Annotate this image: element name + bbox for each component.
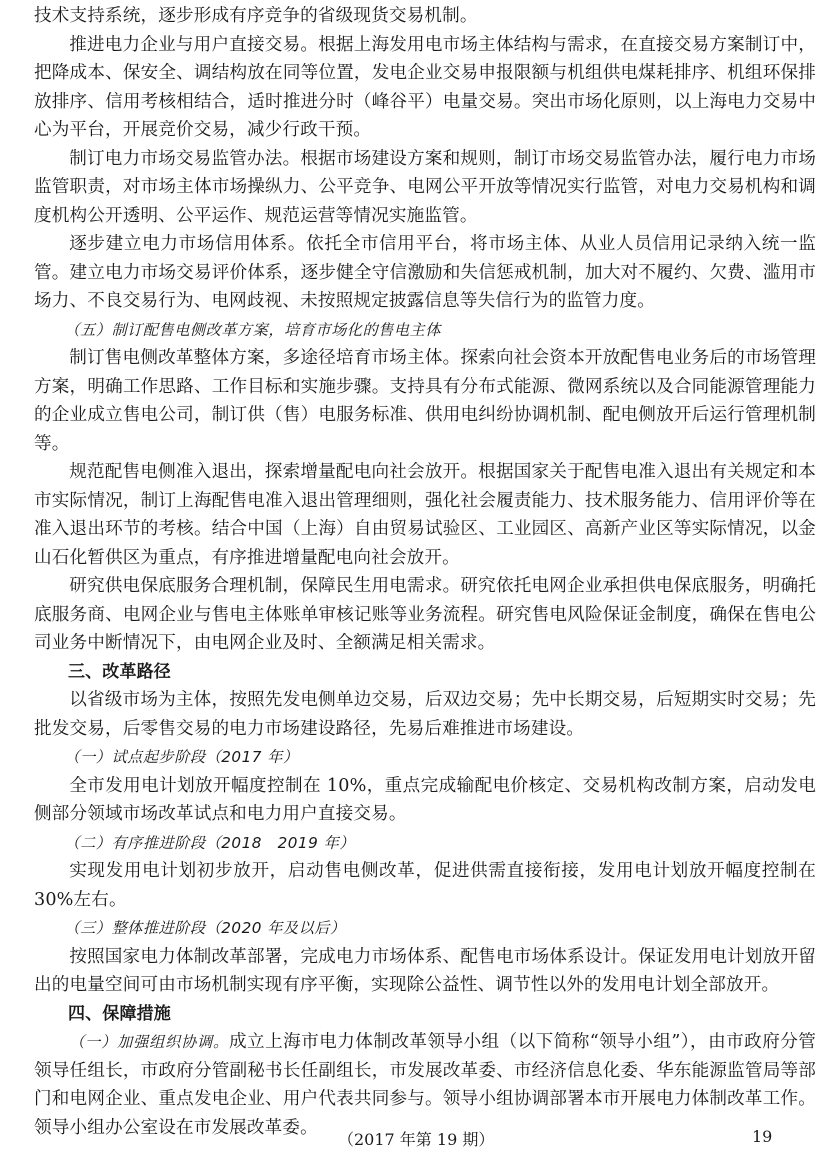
page-footer <box>0 1127 827 1153</box>
page-number: 19 <box>752 1127 773 1146</box>
section-heading-reform-path: 三、改革路径 <box>68 661 171 682</box>
paragraph-organization <box>34 1028 816 1142</box>
paragraph-reform-path: 以省级市场为主体，按照先发电侧单边交易，后双边交易；先中长期交易，后短期实时交易；先批发交易，后零售交易的电力市场建设路径，先易后难推进市场建设。 <box>34 690 816 739</box>
paragraph-organization-body: 成立上海市电力体制改革领导小组（以下简称“领导小组”），由市政府分管领导任组长，市政府分管副秘书长任副组长，市发展改革委、市经济信息化委、华东能源监管局等部门和电网企业、重点发电企业、用户代表共同参与。领导小组协调部署本市开展电力体制改革工作。领导小组办公室设在市发展改革委。 <box>34 1032 817 1138</box>
document-body <box>34 0 816 1142</box>
issue-label: （2017 年第 19 期） <box>338 1130 495 1149</box>
subsection-title-orderly: （二）有序推进阶段（2018 2019 年） <box>64 833 355 852</box>
paragraph-credit-system: 逐步建立电力市场信用体系。依托全市信用平台，将市场主体、从业人员信用记录纳入统一监管。建立电力市场交易评价体系，逐步健全守信激励和失信惩戒机制，加大对不履约、欠费、滥用市场力、不良交易行为、电网歧视、未按照规定披露信息等失信行为的监管力度。 <box>34 234 816 311</box>
subsection-title-5: （五）制订配售电侧改革方案，培育市场化的售电主体 <box>64 320 441 339</box>
subsection-title-overall: （三）整体推进阶段（2020 年及以后） <box>64 919 346 937</box>
paragraph-overall: 按照国家电力体制改革部署，完成电力市场体系、配售电市场体系设计。保证发用电计划放开留出的电量空间可由市场机制实现有序平衡，实现除公益性、调节性以外的发用电计划全部放开。 <box>34 946 816 995</box>
paragraph-lead-title: （一）加强组织协调。 <box>69 1033 230 1051</box>
paragraph-orderly: 实现发用电计划初步放开，启动售电侧改革，促进供需直接衔接，发用电计划放开幅度控制在 30%左右。 <box>34 861 816 910</box>
paragraph-continued: 技术支持系统，逐步形成有序竞争的省级现货交易机制。 <box>34 6 478 26</box>
paragraph-direct-trading: 推进电力企业与用户直接交易。根据上海发用电市场主体结构与需求，在直接交易方案制订中，把降成本、保安全、调结构放在同等位置，发电企业交易申报限额与机组供电煤耗排序、机组环保排放排序、信用考核相结合，适时推进分时（峰谷平）电量交易。突出市场化原则，以上海电力交易中心为平台，开展竞价交易，减少行政干预。 <box>34 34 816 140</box>
paragraph-access-exit: 规范配售电侧准入退出，探索增量配电向社会放开。根据国家关于配售电准入退出有关规定和本市实际情况，制订上海配售电准入退出管理细则，强化社会履责能力、技术服务能力、信用评价等在准入退出环节的考核。结合中国（上海）自由贸易试验区、工业园区、高新产业区等实际情况，以金山石化暂供区为重点，有序推进增量配电向社会放开。 <box>34 462 816 568</box>
section-heading-safeguards: 四、保障措施 <box>68 1003 171 1024</box>
subsection-title-pilot: （一）试点起步阶段（2017 年） <box>64 748 299 766</box>
paragraph-guarantee-service: 研究供电保底服务合理机制，保障民生用电需求。研究依托电网企业承担供电保底服务，明确托底服务商、电网企业与售电主体账单审核记账等业务流程。研究售电风险保证金制度，确保在售电公司业务中断情况下，由电网企业及时、全额满足相关需求。 <box>34 576 816 653</box>
paragraph-pilot: 全市发用电计划放开幅度控制在 10%，重点完成输配电价核定、交易机构改制方案，启动发电侧部分领域市场改革试点和电力用户直接交易。 <box>34 775 816 824</box>
paragraph-retail-reform: 制订售电侧改革整体方案，多途径培育市场主体。探索向社会资本开放配售电业务后的市场管理方案，明确工作思路、工作目标和实施步骤。支持具有分布式能源、微网系统以及合同能源管理能力的企业成立售电公司，制订供（售）电服务标准、供用电纠纷协调机制、配电侧放开后运行管理机制等。 <box>34 348 816 454</box>
paragraph-supervision: 制订电力市场交易监管办法。根据市场建设方案和规则，制订市场交易监管办法，履行电力市场监管职责，对市场主体市场操纵力、公平竞争、电网公平开放等情况实行监管，对电力交易机构和调度机构公开透明、公平运作、规范运营等情况实施监管。 <box>34 148 816 226</box>
